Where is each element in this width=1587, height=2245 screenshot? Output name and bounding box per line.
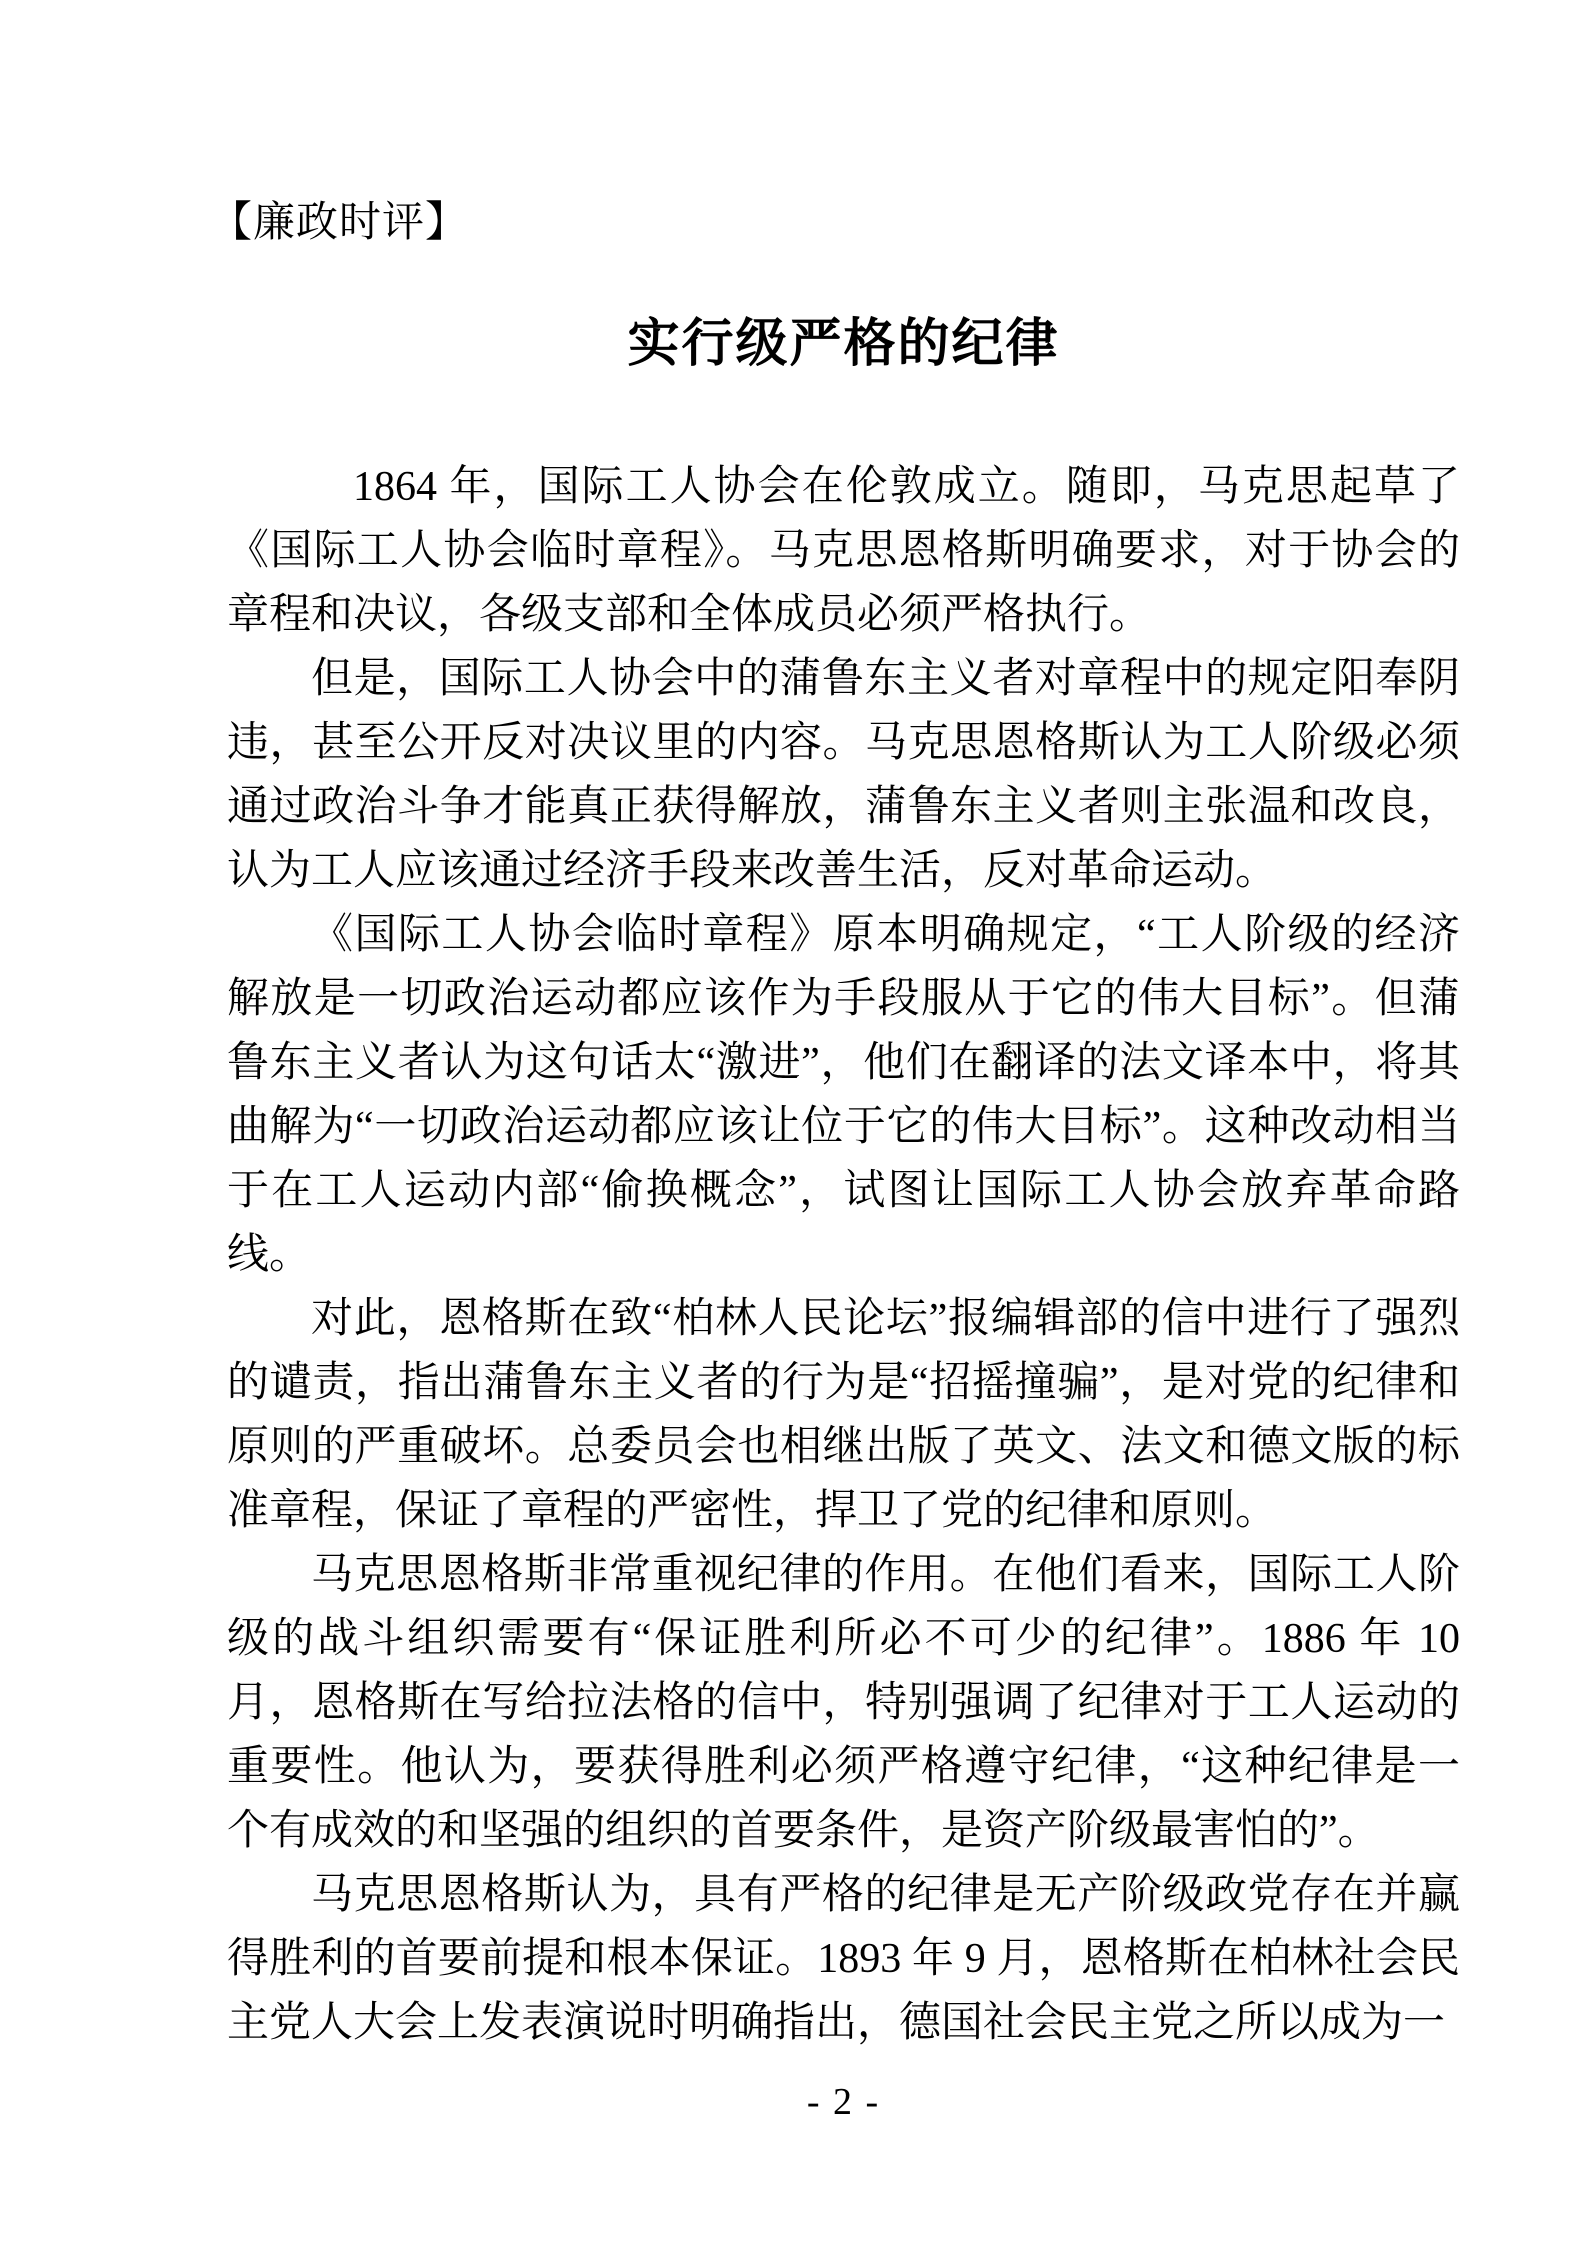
- paragraph: 但是，国际工人协会中的蒲鲁东主义者对章程中的规定阳奉阴违，甚至公开反对决议里的内容。马克思恩格斯认为工人阶级必须通过政治斗争才能真正获得解放，蒲鲁东主义者则主张温和改良，认为工人应该通过经济手段来改善生活，反对革命运动。: [227, 656, 1460, 894]
- paragraph: 1864 年，国际工人协会在伦敦成立。随即，马克思起草了《国际工人协会临时章程》。马克思恩格斯明确要求，对于协会的章程和决议，各级支部和全体成员必须严格执行。: [227, 464, 1460, 638]
- paragraph: 马克思恩格斯认为，具有严格的纪律是无产阶级政党存在并赢得胜利的首要前提和根本保证。1893 年 9 月，恩格斯在柏林社会民主党人大会上发表演说时明确指出，德国社会民主党之所以成为一: [227, 1872, 1460, 2046]
- paragraph: 对此，恩格斯在致“柏林人民论坛”报编辑部的信中进行了强烈的谴责，指出蒲鲁东主义者的行为是“招摇撞骗”，是对党的纪律和原则的严重破坏。总委员会也相继出版了英文、法文和德文版的标准章程，保证了章程的严密性，捍卫了党的纪律和原则。: [227, 1296, 1460, 1534]
- paragraph: 《国际工人协会临时章程》原本明确规定，“工人阶级的经济解放是一切政治运动都应该作为手段服从于它的伟大目标”。但蒲鲁东主义者认为这句话太“激进”，他们在翻译的法文译本中，将其曲解为“一切政治运动都应该让位于它的伟大目标”。这种改动相当于在工人运动内部“偷换概念”，试图让国际工人协会放弃革命路线。: [227, 912, 1460, 1278]
- section-header: 【廉政时评】: [210, 200, 469, 246]
- page-title: 实行级严格的纪律: [627, 316, 1060, 373]
- page-number: - 2 -: [806, 2081, 881, 2123]
- document-body: [227, 455, 1460, 2055]
- paragraph: 马克思恩格斯非常重视纪律的作用。在他们看来，国际工人阶级的战斗组织需要有“保证胜利所必不可少的纪律”。1886 年 10月，恩格斯在写给拉法格的信中，特别强调了纪律对于工人运动的重要性。他认为，要获得胜利必须严格遵守纪律，“这种纪律是一个有成效的和坚强的组织的首要条件，是资产阶级最害怕的”。: [227, 1552, 1460, 1854]
